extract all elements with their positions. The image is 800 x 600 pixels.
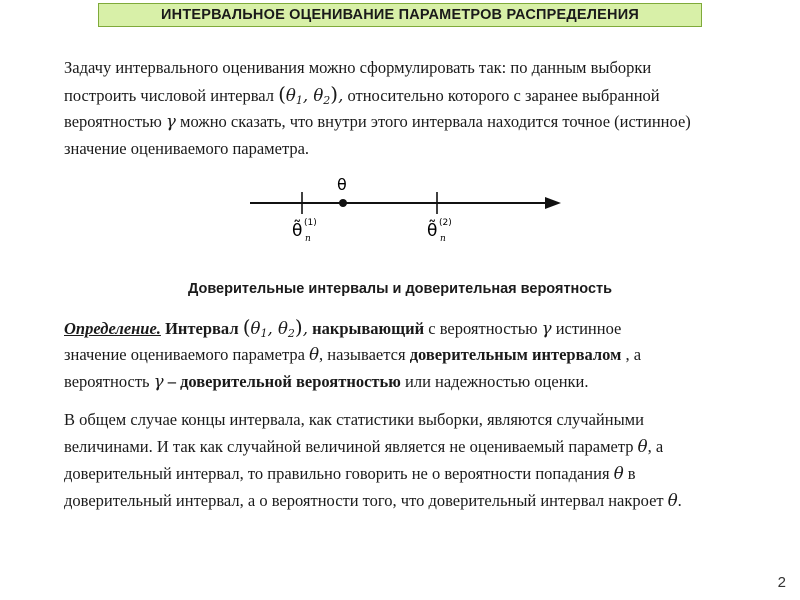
definition-line-2-left [64, 345, 406, 364]
intro-text-1: Задачу интервального оценивания можно сформулировать так: по данным выборки [64, 58, 652, 77]
def-theta-2: θ [277, 319, 288, 338]
slide-title: ИНТЕРВАЛЬНОЕ ОЦЕНИВАНИЕ ПАРАМЕТРОВ РАСПРЕДЕЛЕНИЯ [161, 7, 639, 23]
intro-text-2c: интервал [210, 86, 274, 105]
slide-title-bar [98, 3, 702, 27]
general-paragraph [64, 406, 778, 514]
general-line-2-right [638, 437, 664, 456]
general-line-2 [64, 433, 778, 460]
intro-text-3b: можно сказать, что внутри этого интервала находится точное (истинное) [180, 112, 691, 131]
def-theta-2-sub: 2 [287, 327, 295, 340]
definition-interval-word: Интервал [165, 319, 239, 338]
definition-term: Определение. [64, 319, 161, 338]
general-line-4 [64, 487, 778, 514]
left-endpoint-sup: (1) [304, 218, 317, 228]
intro-text-4: значение оцениваемого параметра. [64, 139, 310, 158]
left-endpoint-sub: n [305, 234, 311, 244]
right-endpoint-sup: (2) [439, 218, 452, 228]
definition-conf-interval: доверительным интервалом [409, 345, 622, 364]
definition-text-2c: , а [625, 345, 642, 364]
theta-2-sub: 2 [323, 94, 331, 107]
definition-line-3 [64, 368, 778, 395]
intro-text-2d: относительно которого с заранее выбранной [347, 86, 660, 105]
definition-conf-prob: доверительной вероятностью [180, 372, 401, 391]
intro-line-3 [64, 108, 778, 135]
theta-1-sub: 1 [295, 94, 303, 107]
general-line-3 [64, 460, 778, 487]
definition-interval-formula: ($\theta_1$, $\theta_2$), [242, 315, 308, 340]
theta-label: θ [337, 175, 347, 194]
def-theta-1: θ [250, 319, 261, 338]
definition-line-2 [64, 341, 778, 368]
right-endpoint-label: θ̃ [427, 221, 438, 241]
theta-point [339, 199, 347, 207]
general-text-2a: величинами. И так как случайной величиной является не оцениваемый параметр [64, 437, 634, 456]
definition-text-2b: , называется [319, 345, 406, 364]
definition-gamma: γ [541, 319, 552, 338]
interval-formula: ($\theta_1$, $\theta_2$), [278, 82, 344, 107]
intro-text-2b: числовой [140, 86, 207, 105]
intro-line-4 [64, 135, 778, 162]
intro-paragraph [64, 54, 778, 162]
general-text-4b: . [677, 491, 682, 510]
general-theta-b: θ [613, 464, 624, 483]
definition-dash: – [167, 372, 176, 391]
interval-number-line [245, 170, 565, 245]
intro-line-1 [64, 54, 778, 81]
general-text-2b: , а [647, 437, 664, 456]
def-theta-1-sub: 1 [260, 327, 268, 340]
definition-paragraph [64, 314, 778, 395]
left-endpoint-label: θ̃ [292, 221, 303, 241]
intro-line-2 [64, 81, 778, 108]
general-theta-c: θ [667, 491, 678, 510]
gamma-symbol: γ [166, 112, 176, 131]
general-text-3b: в [627, 464, 636, 483]
section-subheading: Доверительные интервалы и доверительная вероятность [187, 281, 613, 297]
general-theta-a: θ [637, 437, 648, 456]
definition-line-1 [64, 314, 778, 341]
page-number: 2 [777, 574, 786, 591]
general-text-3a: доверительный интервал, то правильно говорить не о вероятности попадания [64, 464, 610, 483]
definition-text-2a: значение оцениваемого параметра [64, 345, 305, 364]
definition-true-word: истинное [555, 319, 622, 338]
definition-text-3b: или надежностью оценки. [405, 372, 589, 391]
theta-1: θ [285, 86, 296, 105]
axis-arrowhead [545, 197, 561, 209]
definition-text-3a: вероятность [64, 372, 150, 391]
theta-2: θ [313, 86, 324, 105]
general-text-4a: доверительный интервал, а о вероятности того, что доверительный интервал накроет [64, 491, 664, 510]
definition-theta: θ [309, 345, 319, 364]
definition-gamma-2: γ [153, 372, 164, 391]
definition-covering: накрывающий [312, 319, 425, 338]
general-text-1: В общем случае концы интервала, как статистики выборки, являются случайными [64, 410, 644, 429]
intro-text-3a: вероятностью [64, 112, 162, 131]
intro-text-2a: построить [64, 86, 137, 105]
general-line-1 [64, 406, 778, 433]
definition-with-prob: с вероятностью [428, 319, 538, 338]
right-endpoint-sub: n [440, 234, 446, 244]
